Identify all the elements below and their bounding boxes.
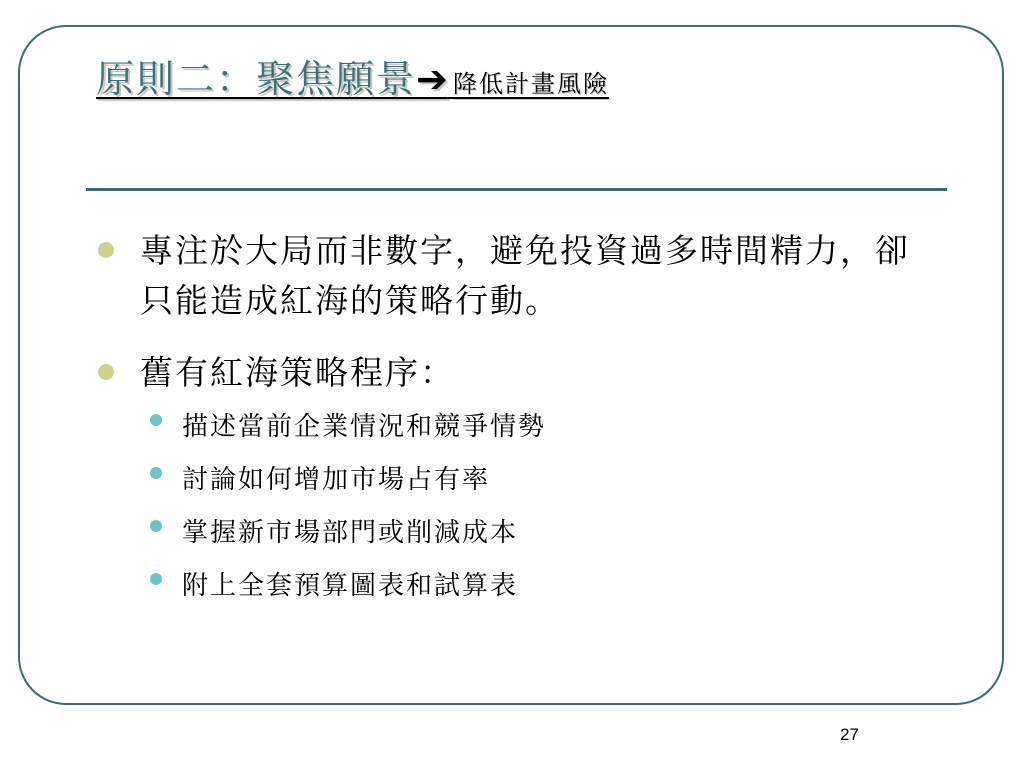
subbullet-item bbox=[150, 463, 490, 497]
title-divider bbox=[86, 188, 947, 191]
subbullet-dot-icon bbox=[150, 573, 162, 585]
bullet-dot-icon bbox=[98, 242, 114, 258]
bullet-text: 專注於大局而非數字，避免投資過多時間精力，卻只能造成紅海的策略行動。 bbox=[140, 231, 910, 320]
subbullet-dot-icon bbox=[150, 520, 162, 532]
slide-title bbox=[96, 48, 609, 103]
subbullet-text: 掌握新市場部門或削減成本 bbox=[182, 518, 519, 548]
subbullet-dot-icon bbox=[150, 467, 162, 479]
title-main: 原則二：聚焦願景 bbox=[96, 57, 417, 101]
title-subtitle: 降低計畫風險 bbox=[452, 70, 609, 98]
bullet-dot-icon bbox=[98, 364, 114, 380]
bullet-item bbox=[98, 348, 928, 398]
subbullet-text: 討論如何增加市場占有率 bbox=[182, 465, 491, 495]
subbullet-text: 描述當前企業情況和競爭情勢 bbox=[182, 412, 547, 442]
bullet-item bbox=[98, 226, 928, 326]
subbullet-item bbox=[150, 410, 546, 444]
right-arrow-icon: ➔ bbox=[416, 57, 448, 101]
subbullet-text: 附上全套預算圖表和試算表 bbox=[182, 571, 519, 601]
bullet-text: 舊有紅海策略程序： bbox=[140, 353, 455, 392]
page-number: 27 bbox=[840, 725, 859, 744]
subbullet-item bbox=[150, 516, 518, 550]
subbullet-dot-icon bbox=[150, 414, 162, 426]
subbullet-item bbox=[150, 569, 518, 603]
